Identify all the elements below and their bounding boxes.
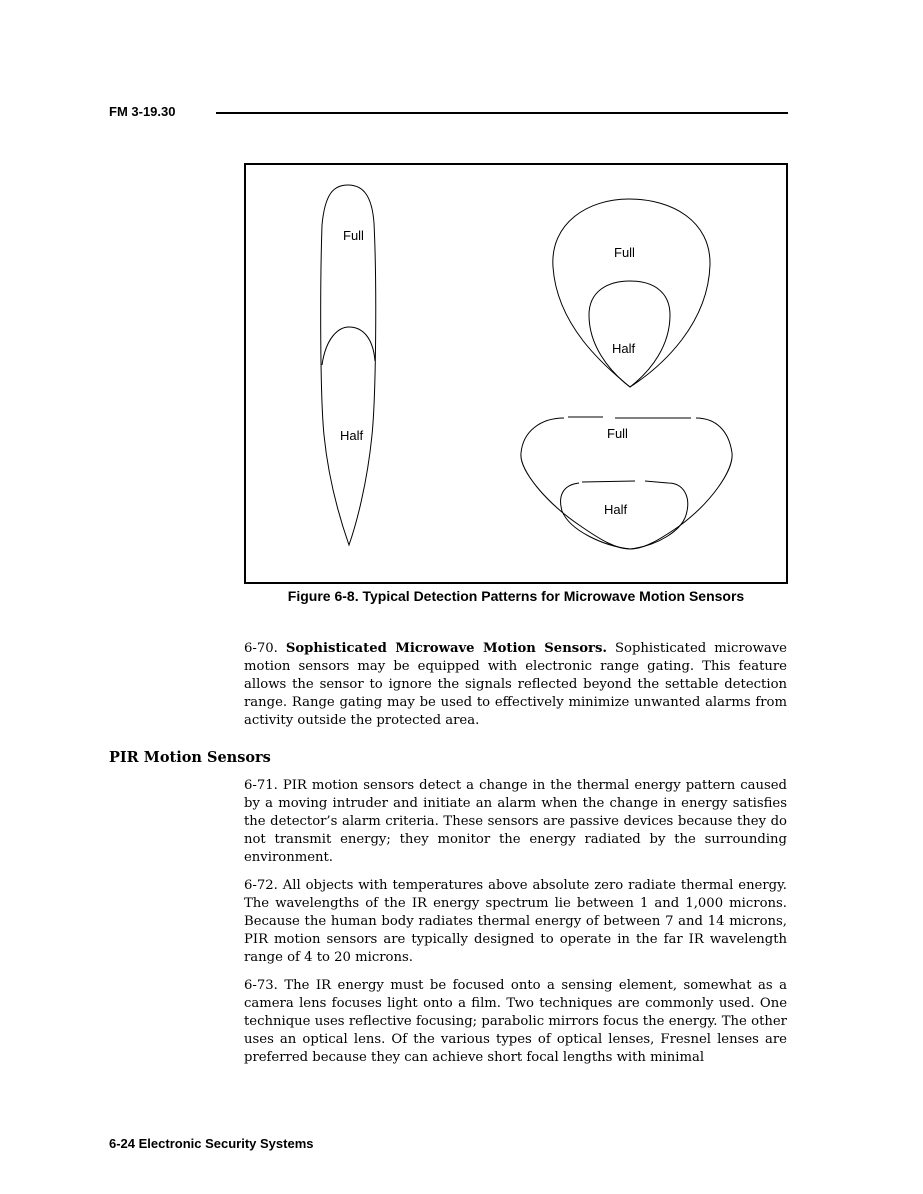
pattern-2-half-label: Half bbox=[612, 341, 636, 356]
pattern-3-half-label: Half bbox=[604, 502, 628, 517]
pattern-1-full-label: Full bbox=[343, 228, 364, 243]
running-header: FM 3-19.30 bbox=[109, 104, 176, 119]
detection-pattern-diagram bbox=[246, 165, 786, 582]
page-footer: 6-24 Electronic Security Systems bbox=[109, 1136, 314, 1151]
section-heading: PIR Motion Sensors bbox=[109, 749, 271, 766]
paragraph-number: 6-70. bbox=[244, 641, 278, 656]
figure-caption: Figure 6-8. Typical Detection Patterns for Microwave Motion Sensors bbox=[287, 588, 745, 604]
pattern-2-full-label: Full bbox=[614, 245, 635, 260]
paragraph-6-70 bbox=[244, 640, 787, 730]
pattern-1-half-lobe bbox=[322, 327, 375, 365]
paragraph-text: Sophisticated microwave motion sensors may be equipped with electronic range gating. This feature allows the sensor to ignore the signals reflected beyond the settable detection range. Range gating may be used to effectively minimize unwanted alarms from activity outside the protected area. bbox=[244, 641, 787, 728]
pattern-2-full-lobe bbox=[553, 199, 710, 387]
figure-6-8 bbox=[244, 163, 788, 584]
pattern-3-half-top-left bbox=[582, 481, 635, 482]
paragraph-6-73: 6-73. The IR energy must be focused onto a sensing element, somewhat as a camera lens focuses light onto a film. Two techniques are commonly used. One technique uses reflective focusing; parabolic mirrors focus the energy. The other uses an optical lens. Of the various types of optical lenses, Fresnel lenses are preferred because they can achieve short focal lengths with minimal bbox=[244, 978, 787, 1065]
pattern-2-half-lobe bbox=[589, 281, 670, 387]
paragraph-6-72: 6-72. All objects with temperatures above absolute zero radiate thermal energy. The wavelengths of the IR energy spectrum lie between 1 and 1,000 microns. Because the human body radiates thermal energy of between 7 and 14 microns, PIR motion sensors are typically designed to operate in the far IR wavelength range of 4 to 20 microns. bbox=[244, 878, 787, 965]
paragraph-heading: Sophisticated Microwave Motion Sensors. bbox=[285, 641, 607, 656]
paragraph-6-71: 6-71. PIR motion sensors detect a change in the thermal energy pattern caused by a moving intruder and initiate an alarm when the change in energy satisfies the detector’s alarm criteria. These sensors are passive devices because they do not transmit energy; they monitor the energy radiated by the surrounding environment. bbox=[244, 778, 787, 865]
pattern-1-half-label: Half bbox=[340, 428, 364, 443]
pattern-3-full-label: Full bbox=[607, 426, 628, 441]
header-rule bbox=[216, 112, 788, 114]
